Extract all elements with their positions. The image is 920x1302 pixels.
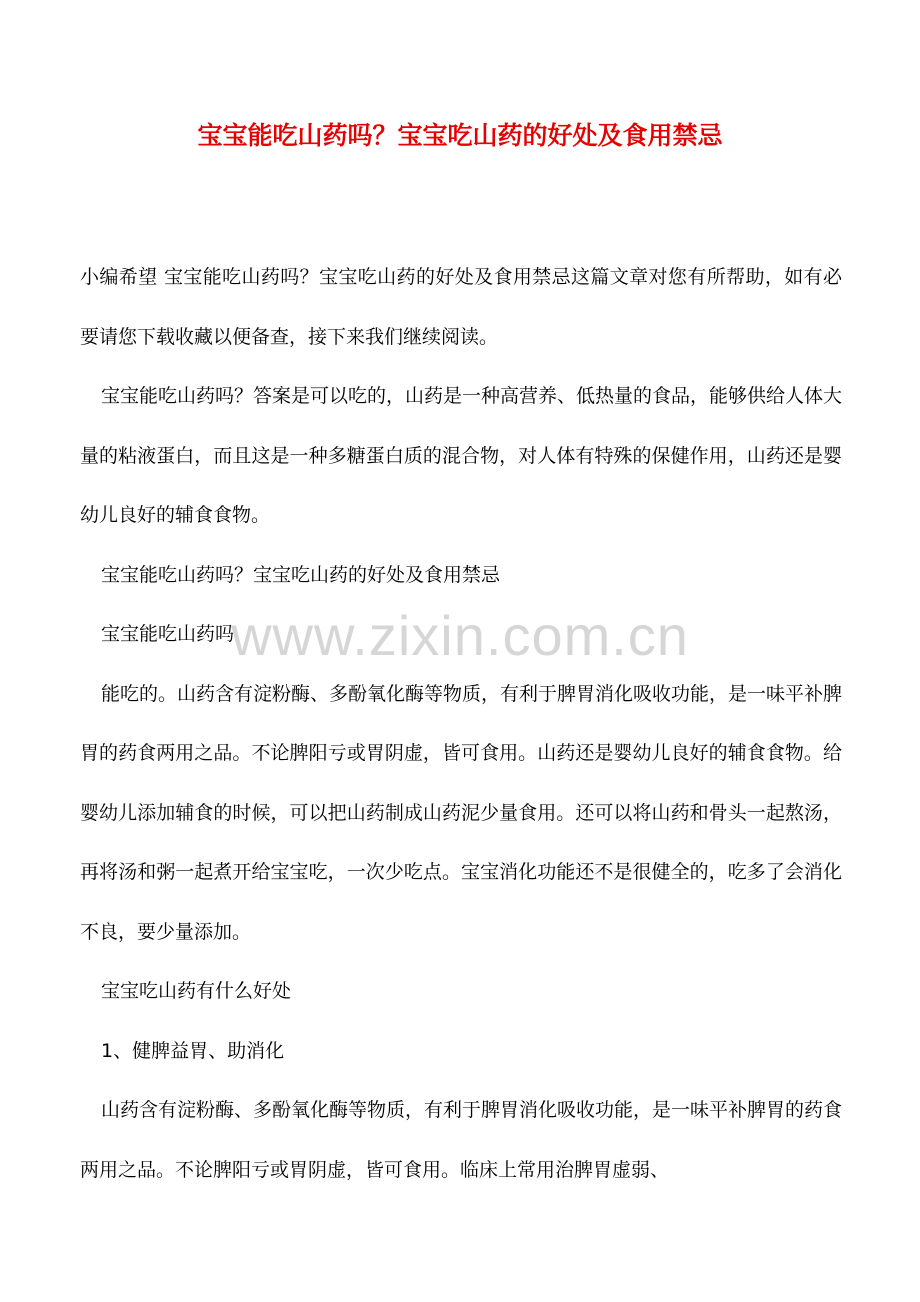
list-item-heading: 1、健脾益胃、助消化 bbox=[101, 1039, 285, 1062]
intro-paragraph: 小编希望 宝宝能吃山药吗？宝宝吃山药的好处及食用禁忌这篇文章对您有所帮助，如有必要请您下载收藏以便备查，接下来我们继续阅读。 bbox=[80, 266, 842, 348]
body-paragraph: 能吃的。山药含有淀粉酶、多酚氧化酶等物质，有利于脾胃消化吸收功能，是一味平补脾胃的药食两用之品。不论脾阳亏或胃阴虚，皆可食用。山药还是婴幼儿良好的辅食食物。给婴幼儿添加辅食的时候，可以把山药制成山药泥少量食用。还可以将山药和骨头一起熬汤，再将汤和粥一起煮开给宝宝吃，一次少吃点。宝宝消化功能还不是很健全的，吃多了会消化不良，要少量添加。 bbox=[80, 682, 843, 943]
subsection-heading: 宝宝能吃山药吗 bbox=[101, 623, 235, 645]
body-paragraph: 山药含有淀粉酶、多酚氧化酶等物质，有利于脾胃消化吸收功能，是一味平补脾胃的药食两用之品。不论脾阳亏或胃阴虚，皆可食用。临床上常用治脾胃虚弱、 bbox=[80, 1099, 843, 1181]
subsection-heading: 宝宝吃山药有什么好处 bbox=[101, 980, 292, 1002]
section-heading: 宝宝能吃山药吗？宝宝吃山药的好处及食用禁忌 bbox=[101, 563, 501, 586]
watermark: www.zixin.com.cn bbox=[231, 604, 689, 667]
page-title: 宝宝能吃山药吗？宝宝吃山药的好处及食用禁忌 bbox=[197, 121, 723, 150]
answer-paragraph: 宝宝能吃山药吗？答案是可以吃的，山药是一种高营养、低热量的食品，能够供给人体大量的粘液蛋白，而且这是一种多糖蛋白质的混合物，对人体有特殊的保健作用，山药还是婴幼儿良好的辅食食物。 bbox=[80, 385, 843, 526]
article-body bbox=[80, 248, 842, 1200]
